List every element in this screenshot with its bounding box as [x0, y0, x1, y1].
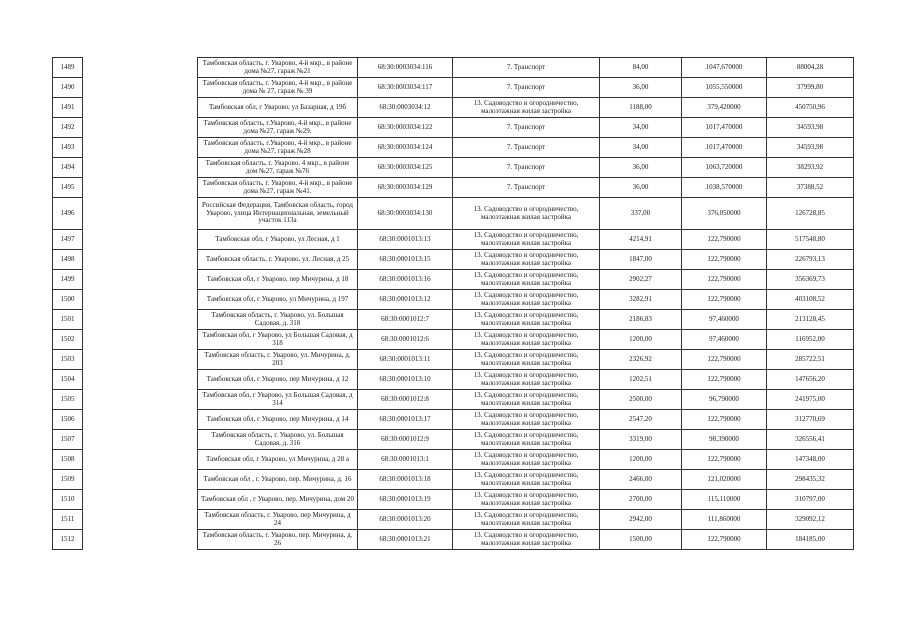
empty-cell: [83, 98, 198, 118]
specific-value-cell: 122,790000: [682, 530, 767, 550]
table-row: [53, 530, 854, 550]
land-use-category-cell: 7. Транспорт: [453, 118, 600, 138]
table-row: [53, 350, 854, 370]
row-number-cell: 1506: [53, 410, 83, 430]
cadastral-number-cell: 68:30:0001012:8: [358, 390, 453, 410]
cadastral-number-cell: 68:30:0001012:9: [358, 430, 453, 450]
land-use-category-cell: 13. Садоводство и огородничество, малоэтажная жилая застройка: [453, 270, 600, 290]
empty-cell: [83, 158, 198, 178]
empty-cell: [83, 530, 198, 550]
empty-cell: [83, 490, 198, 510]
cadastral-number-cell: 68:30:0001013:10: [358, 370, 453, 390]
cadastral-value-cell: 310797,00: [767, 490, 854, 510]
area-cell: 84,00: [600, 58, 682, 78]
empty-cell: [83, 270, 198, 290]
table-row: [53, 58, 854, 78]
cadastral-value-cell: 226793,13: [767, 250, 854, 270]
table-row: [53, 178, 854, 198]
row-number-cell: 1508: [53, 450, 83, 470]
specific-value-cell: 122,790000: [682, 250, 767, 270]
specific-value-cell: 122,790000: [682, 290, 767, 310]
land-use-category-cell: 7. Транспорт: [453, 178, 600, 198]
cadastral-number-cell: 68:30:0001013:11: [358, 350, 453, 370]
empty-cell: [83, 138, 198, 158]
empty-cell: [83, 250, 198, 270]
address-cell: Тамбовская область, г. Уварово, ул. Большая Садовая, д. 316: [198, 430, 358, 450]
area-cell: 337,00: [600, 198, 682, 230]
land-use-category-cell: 13. Садоводство и огородничество, малоэтажная жилая застройка: [453, 510, 600, 530]
cadastral-value-cell: 184185,00: [767, 530, 854, 550]
cadastral-number-cell: 68:30:0001013:19: [358, 490, 453, 510]
area-cell: 3319,00: [600, 430, 682, 450]
land-use-category-cell: 13. Садоводство и огородничество, малоэтажная жилая застройка: [453, 390, 600, 410]
specific-value-cell: 96,790000: [682, 390, 767, 410]
table-row: [53, 370, 854, 390]
row-number-cell: 1500: [53, 290, 83, 310]
specific-value-cell: 111,860000: [682, 510, 767, 530]
area-cell: 1847,00: [600, 250, 682, 270]
table-row: [53, 198, 854, 230]
cadastral-number-cell: 68:30:0001013:17: [358, 410, 453, 430]
table-row: [53, 410, 854, 430]
area-cell: 1202,51: [600, 370, 682, 390]
cadastral-number-cell: 68:30:0001013:18: [358, 470, 453, 490]
area-cell: 2186,83: [600, 310, 682, 330]
empty-cell: [83, 310, 198, 330]
cadastral-value-cell: 403108,52: [767, 290, 854, 310]
specific-value-cell: 1047,670000: [682, 58, 767, 78]
empty-cell: [83, 230, 198, 250]
row-number-cell: 1495: [53, 178, 83, 198]
address-cell: Тамбовская обл, г Уварово, ул Мичурина, д 28 а: [198, 450, 358, 470]
table-row: [53, 158, 854, 178]
cadastral-value-cell: 241975,00: [767, 390, 854, 410]
table-row: [53, 270, 854, 290]
cadastral-value-cell: 37388,52: [767, 178, 854, 198]
area-cell: 1200,00: [600, 330, 682, 350]
land-use-category-cell: 7. Транспорт: [453, 158, 600, 178]
table-row: [53, 98, 854, 118]
specific-value-cell: 122,790000: [682, 350, 767, 370]
cadastral-value-cell: 329092,12: [767, 510, 854, 530]
cadastral-value-cell: 298435,32: [767, 470, 854, 490]
row-number-cell: 1489: [53, 58, 83, 78]
cadastral-number-cell: 68:30:0001013:15: [358, 250, 453, 270]
cadastral-value-cell: 285722,51: [767, 350, 854, 370]
land-use-category-cell: 13. Садоводство и огородничество, малоэтажная жилая застройка: [453, 198, 600, 230]
address-cell: Тамбовская обл, г Уварово, пер Мичурина, д 12: [198, 370, 358, 390]
table-row: [53, 310, 854, 330]
specific-value-cell: 122,790000: [682, 450, 767, 470]
cadastral-value-cell: 126728,85: [767, 198, 854, 230]
address-cell: Тамбовская область, г.Уварово, 4-й мкр., в районе дома №27, гараж №28: [198, 138, 358, 158]
area-cell: 2700,00: [600, 490, 682, 510]
land-use-category-cell: 13. Садоводство и огородничество, малоэтажная жилая застройка: [453, 98, 600, 118]
address-cell: Тамбовская область, г. Уварово, 4-й мкр., в районе дома № 27, гараж № 39: [198, 78, 358, 98]
cadastral-value-cell: 147656,20: [767, 370, 854, 390]
address-cell: Тамбовская область, г.Уварово, 4-й мкр., в районе дома №27, гараж №29.: [198, 118, 358, 138]
cadastral-value-cell: 312770,69: [767, 410, 854, 430]
row-number-cell: 1499: [53, 270, 83, 290]
cadastral-value-cell: 116952,00: [767, 330, 854, 350]
land-use-category-cell: 7. Транспорт: [453, 78, 600, 98]
row-number-cell: 1498: [53, 250, 83, 270]
specific-value-cell: 121,020000: [682, 470, 767, 490]
row-number-cell: 1503: [53, 350, 83, 370]
row-number-cell: 1507: [53, 430, 83, 450]
empty-cell: [83, 430, 198, 450]
specific-value-cell: 98,390000: [682, 430, 767, 450]
cadastral-value-cell: 34593,98: [767, 138, 854, 158]
land-use-category-cell: 13. Садоводство и огородничество, малоэтажная жилая застройка: [453, 350, 600, 370]
address-cell: Тамбовская область, г. Уварово, пер Мичурина, д 24: [198, 510, 358, 530]
address-cell: Тамбовская область, г. Уварово, ул. Мичурина, д. 203: [198, 350, 358, 370]
land-use-category-cell: 13. Садоводство и огородничество, малоэтажная жилая застройка: [453, 330, 600, 350]
specific-value-cell: 379,420000: [682, 98, 767, 118]
cadastral-number-cell: 68:30:0001013:16: [358, 270, 453, 290]
specific-value-cell: 1017,470000: [682, 138, 767, 158]
land-use-category-cell: 13. Садоводство и огородничество, малоэтажная жилая застройка: [453, 230, 600, 250]
address-cell: Тамбовская область, г. Уварово, пер. Мичурина, д. 26: [198, 530, 358, 550]
cadastral-value-cell: 356369,73: [767, 270, 854, 290]
row-number-cell: 1504: [53, 370, 83, 390]
area-cell: 34,00: [600, 138, 682, 158]
land-use-category-cell: 13. Садоводство и огородничество, малоэтажная жилая застройка: [453, 490, 600, 510]
empty-cell: [83, 370, 198, 390]
cadastral-value-cell: 37999,80: [767, 78, 854, 98]
address-cell: Российская Федерация, Тамбовская область, город Уварово, улица Интернациональная, земельный участок 113а: [198, 198, 358, 230]
specific-value-cell: 376,050000: [682, 198, 767, 230]
address-cell: Тамбовская обл, г Уварово, ул Базарная, д 19б: [198, 98, 358, 118]
cadastral-number-cell: 68:30:0001013:20: [358, 510, 453, 530]
table-row: [53, 118, 854, 138]
empty-cell: [83, 390, 198, 410]
land-use-category-cell: 13. Садоводство и огородничество, малоэтажная жилая застройка: [453, 530, 600, 550]
land-use-category-cell: 13. Садоводство и огородничество, малоэтажная жилая застройка: [453, 370, 600, 390]
table-row: [53, 250, 854, 270]
specific-value-cell: 122,790000: [682, 270, 767, 290]
specific-value-cell: 122,790000: [682, 410, 767, 430]
address-cell: Тамбовская обл, г Уварово, ул Большая Садовая, д 318: [198, 330, 358, 350]
table-row: [53, 470, 854, 490]
specific-value-cell: 1017,470000: [682, 118, 767, 138]
cadastral-number-cell: 68:30:0001013:21: [358, 530, 453, 550]
address-cell: Тамбовская обл, г Уварово, ул Большая Садовая, д 314: [198, 390, 358, 410]
row-number-cell: 1511: [53, 510, 83, 530]
area-cell: 36,00: [600, 78, 682, 98]
empty-cell: [83, 78, 198, 98]
empty-cell: [83, 330, 198, 350]
table-row: [53, 138, 854, 158]
area-cell: 36,00: [600, 178, 682, 198]
row-number-cell: 1494: [53, 158, 83, 178]
cadastral-number-cell: 68:30:0003034:125: [358, 158, 453, 178]
empty-cell: [83, 118, 198, 138]
address-cell: Тамбовская область, г. Уварово, ул. Большая Садовая, д. 318: [198, 310, 358, 330]
cadastral-value-cell: 147348,00: [767, 450, 854, 470]
address-cell: Тамбовская обл , г Уварово, пер. Мичурина, дом 20: [198, 490, 358, 510]
cadastral-number-cell: 68:30:0001013:1: [358, 450, 453, 470]
address-cell: Тамбовская область, г. Уварово, 4 мкр., в районе дом №27, гараж №76: [198, 158, 358, 178]
cadastral-number-cell: 68:30:0003034:122: [358, 118, 453, 138]
row-number-cell: 1497: [53, 230, 83, 250]
table-row: [53, 390, 854, 410]
specific-value-cell: 97,460000: [682, 330, 767, 350]
area-cell: 2500,00: [600, 390, 682, 410]
area-cell: 1200,00: [600, 450, 682, 470]
table-body: [53, 58, 854, 550]
table-row: [53, 490, 854, 510]
row-number-cell: 1509: [53, 470, 83, 490]
empty-cell: [83, 350, 198, 370]
area-cell: 4214,91: [600, 230, 682, 250]
row-number-cell: 1505: [53, 390, 83, 410]
area-cell: 1500,00: [600, 530, 682, 550]
cadastral-value-table-container: [52, 57, 853, 550]
specific-value-cell: 97,460000: [682, 310, 767, 330]
area-cell: 2466,00: [600, 470, 682, 490]
address-cell: Тамбовская обл, г Уварово, пер Мичурина, д 14: [198, 410, 358, 430]
cadastral-number-cell: 68:30:0001013:13: [358, 230, 453, 250]
table-row: [53, 290, 854, 310]
land-use-category-cell: 13. Садоводство и огородничество, малоэтажная жилая застройка: [453, 430, 600, 450]
land-use-category-cell: 13. Садоводство и огородничество, малоэтажная жилая застройка: [453, 250, 600, 270]
area-cell: 3282,91: [600, 290, 682, 310]
empty-cell: [83, 58, 198, 78]
area-cell: 36,00: [600, 158, 682, 178]
empty-cell: [83, 410, 198, 430]
land-use-category-cell: 7. Транспорт: [453, 138, 600, 158]
cadastral-number-cell: 68:30:0003034:117: [358, 78, 453, 98]
row-number-cell: 1490: [53, 78, 83, 98]
land-use-category-cell: 13. Садоводство и огородничество, малоэтажная жилая застройка: [453, 290, 600, 310]
area-cell: 2942,00: [600, 510, 682, 530]
empty-cell: [83, 510, 198, 530]
cadastral-number-cell: 68:30:0003034:124: [358, 138, 453, 158]
cadastral-value-cell: 326556,41: [767, 430, 854, 450]
address-cell: Тамбовская область, г. Уварово, 4-й мкр., в районе дома №27, гараж №21: [198, 58, 358, 78]
empty-cell: [83, 198, 198, 230]
specific-value-cell: 1055,550000: [682, 78, 767, 98]
cadastral-value-cell: 34593,98: [767, 118, 854, 138]
cadastral-number-cell: 68:30:0003034:116: [358, 58, 453, 78]
cadastral-number-cell: 68:30:0001013:12: [358, 290, 453, 310]
table-row: [53, 230, 854, 250]
specific-value-cell: 122,790000: [682, 230, 767, 250]
cadastral-value-table: [52, 57, 854, 550]
address-cell: Тамбовская область, г. Уварово, ул. Лесная, д 25: [198, 250, 358, 270]
empty-cell: [83, 450, 198, 470]
land-use-category-cell: 13. Садоводство и огородничество, малоэтажная жилая застройка: [453, 310, 600, 330]
table-row: [53, 450, 854, 470]
address-cell: Тамбовская область, г. Уварово, 4-й мкр., в районе дома №27, гараж №41.: [198, 178, 358, 198]
cadastral-number-cell: 68:30:0003034:129: [358, 178, 453, 198]
area-cell: 1188,00: [600, 98, 682, 118]
row-number-cell: 1493: [53, 138, 83, 158]
land-use-category-cell: 13. Садоводство и огородничество, малоэтажная жилая застройка: [453, 450, 600, 470]
area-cell: 2326,92: [600, 350, 682, 370]
specific-value-cell: 1063,720000: [682, 158, 767, 178]
cadastral-value-cell: 88004,28: [767, 58, 854, 78]
specific-value-cell: 122,790000: [682, 370, 767, 390]
table-row: [53, 510, 854, 530]
empty-cell: [83, 470, 198, 490]
table-row: [53, 430, 854, 450]
specific-value-cell: 1038,570000: [682, 178, 767, 198]
cadastral-number-cell: 68:30:0003034:130: [358, 198, 453, 230]
address-cell: Тамбовская обл , г. Уварово, пер. Мичурина, д. 16: [198, 470, 358, 490]
land-use-category-cell: 7. Транспорт: [453, 58, 600, 78]
specific-value-cell: 115,110000: [682, 490, 767, 510]
cadastral-value-cell: 517548,80: [767, 230, 854, 250]
row-number-cell: 1496: [53, 198, 83, 230]
area-cell: 34,00: [600, 118, 682, 138]
area-cell: 2547,20: [600, 410, 682, 430]
area-cell: 2902,27: [600, 270, 682, 290]
row-number-cell: 1491: [53, 98, 83, 118]
row-number-cell: 1512: [53, 530, 83, 550]
cadastral-number-cell: 68:30:0001012:6: [358, 330, 453, 350]
address-cell: Тамбовская обл, г Уварово, ул Лесная, д 1: [198, 230, 358, 250]
cadastral-number-cell: 68:30:0003034:12: [358, 98, 453, 118]
empty-cell: [83, 178, 198, 198]
cadastral-value-cell: 213128,45: [767, 310, 854, 330]
row-number-cell: 1502: [53, 330, 83, 350]
cadastral-number-cell: 68:30:0001012:7: [358, 310, 453, 330]
table-row: [53, 330, 854, 350]
row-number-cell: 1492: [53, 118, 83, 138]
empty-cell: [83, 290, 198, 310]
row-number-cell: 1501: [53, 310, 83, 330]
land-use-category-cell: 13. Садоводство и огородничество, малоэтажная жилая застройка: [453, 410, 600, 430]
land-use-category-cell: 13. Садоводство и огородничество, малоэтажная жилая застройка: [453, 470, 600, 490]
cadastral-value-cell: 38293,92: [767, 158, 854, 178]
address-cell: Тамбовская обл, г Уварово, ул Мичурина, д 197: [198, 290, 358, 310]
row-number-cell: 1510: [53, 490, 83, 510]
table-row: [53, 78, 854, 98]
address-cell: Тамбовская обл, г Уварово, пер Мичурина, д 18: [198, 270, 358, 290]
cadastral-value-cell: 450750,96: [767, 98, 854, 118]
